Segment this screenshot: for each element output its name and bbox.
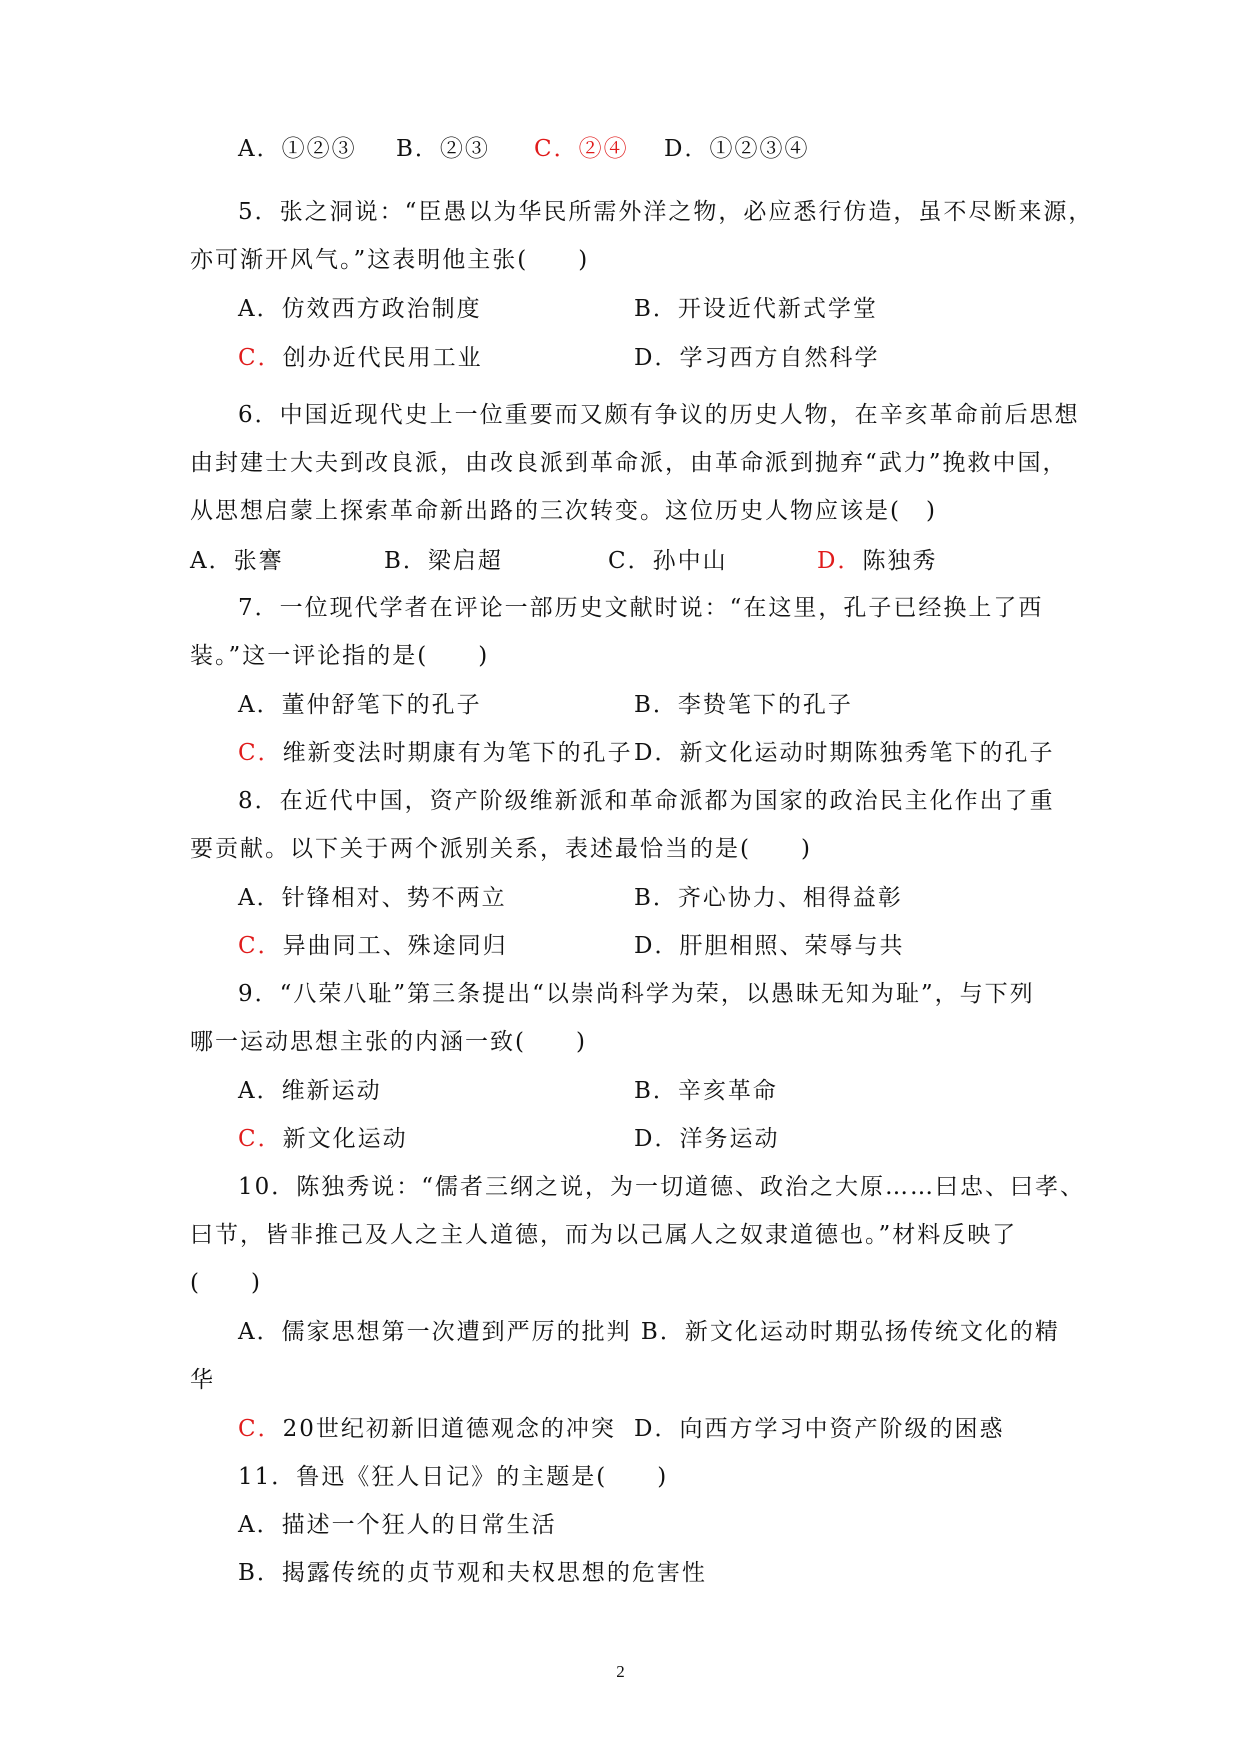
q8-option-b: B．齐心协力、相得益彰 — [634, 885, 903, 911]
q10-stem-line1: 10．陈独秀说：“儒者三纲之说，为一切道德、政治之大原……曰忠、曰孝、 — [238, 1174, 1086, 1200]
q9-option-c-text: 新文化运动 — [282, 1126, 408, 1152]
q7-option-a: A．董仲舒笔下的孔子 — [238, 692, 482, 718]
q9-option-a: A．维新运动 — [238, 1078, 382, 1104]
q7-option-d: D．新文化运动时期陈独秀笔下的孔子 — [634, 740, 1055, 766]
q10-stem-line2: 曰节，皆非推己及人之主人道德，而为以己属人之奴隶道德也。”材料反映了 — [190, 1222, 1018, 1248]
q5-stem-line1: 5．张之洞说：“臣愚以为华民所需外洋之物，必应悉行仿造，虽不尽断来源， — [238, 199, 1094, 225]
q6-option-d-letter: D． — [817, 548, 863, 574]
q8-stem-line1: 8．在近代中国，资产阶级维新派和革命派都为国家的政治民主化作出了重 — [238, 788, 1055, 814]
q8-option-c-letter: C． — [238, 933, 283, 959]
q9-option-d: D．洋务运动 — [634, 1126, 780, 1152]
q8-option-c-text: 异曲同工、殊途同归 — [282, 933, 508, 959]
q4-option-d: D．①②③④ — [664, 136, 810, 162]
q4-option-c: C．②④ — [534, 136, 629, 162]
q7-option-c-letter: C． — [238, 740, 283, 766]
q6-option-c: C．孙中山 — [608, 548, 728, 574]
q11-stem: 11．鲁迅《狂人日记》的主题是( ) — [238, 1464, 669, 1490]
q7-option-c-text: 维新变法时期康有为笔下的孔子 — [282, 740, 633, 766]
q10-option-c-letter: C． — [238, 1416, 283, 1442]
q4-option-b: B．②③ — [396, 136, 490, 162]
q5-option-c — [238, 343, 483, 373]
q6-option-a: A．张謇 — [190, 548, 284, 574]
q6-stem-line1: 6．中国近现代史上一位重要而又颇有争议的历史人物，在辛亥革命前后思想 — [238, 402, 1080, 428]
q10-option-ab: A．儒家思想第一次遭到严厉的批判 B．新文化运动时期弘扬传统文化的精 — [238, 1319, 1060, 1345]
q5-option-d: D．学习西方自然科学 — [634, 345, 880, 371]
q8-option-d: D．肝胆相照、荣辱与共 — [634, 933, 905, 959]
q6-option-b: B．梁启超 — [384, 548, 503, 574]
q9-option-c — [238, 1124, 408, 1154]
q6-option-d-text: 陈独秀 — [862, 548, 938, 574]
q5-option-c-text: 创办近代民用工业 — [282, 345, 483, 371]
q10-stem-line3: ( ) — [190, 1270, 262, 1296]
q4-option-a: A．①②③ — [238, 136, 357, 162]
page-number: 2 — [616, 1662, 625, 1681]
q11-option-b: B．揭露传统的贞节观和夫权思想的危害性 — [238, 1560, 707, 1586]
q9-option-b: B．辛亥革命 — [634, 1078, 778, 1104]
q10-option-c-text: 20世纪初新旧道德观念的冲突 — [282, 1416, 616, 1442]
q7-stem-line2: 装。”这一评论指的是( ) — [190, 643, 490, 669]
q5-option-c-letter: C． — [238, 345, 283, 371]
q6-stem-line3: 从思想启蒙上探索革命新出路的三次转变。这位历史人物应该是( ) — [190, 498, 937, 524]
q9-stem-line1: 9．“八荣八耻”第三条提出“以崇尚科学为荣，以愚昧无知为耻”，与下列 — [238, 981, 1035, 1007]
q10-option-ab-cont: 华 — [190, 1367, 215, 1393]
q8-option-c — [238, 931, 508, 961]
q9-stem-line2: 哪一运动思想主张的内涵一致( ) — [190, 1029, 587, 1055]
q9-option-c-letter: C． — [238, 1126, 283, 1152]
q7-option-b: B．李贽笔下的孔子 — [634, 692, 853, 718]
q10-option-c — [238, 1414, 616, 1444]
q6-stem-line2: 由封建士大夫到改良派，由改良派到革命派，由革命派到抛弃“武力”挽救中国， — [190, 450, 1068, 476]
q8-stem-line2: 要贡献。以下关于两个派别关系，表述最恰当的是( ) — [190, 836, 812, 862]
q6-option-d — [817, 546, 937, 576]
q5-option-a: A．仿效西方政治制度 — [238, 296, 482, 322]
q7-option-c — [238, 738, 633, 768]
q8-option-a: A．针锋相对、势不两立 — [238, 885, 507, 911]
q7-stem-line1: 7．一位现代学者在评论一部历史文献时说：“在这里，孔子已经换上了西 — [238, 595, 1044, 621]
q5-stem-line2: 亦可渐开风气。”这表明他主张( ) — [190, 247, 590, 273]
q11-option-a: A．描述一个狂人的日常生活 — [238, 1512, 557, 1538]
q5-option-b: B．开设近代新式学堂 — [634, 296, 878, 322]
q10-option-d: D．向西方学习中资产阶级的困惑 — [634, 1416, 1005, 1442]
